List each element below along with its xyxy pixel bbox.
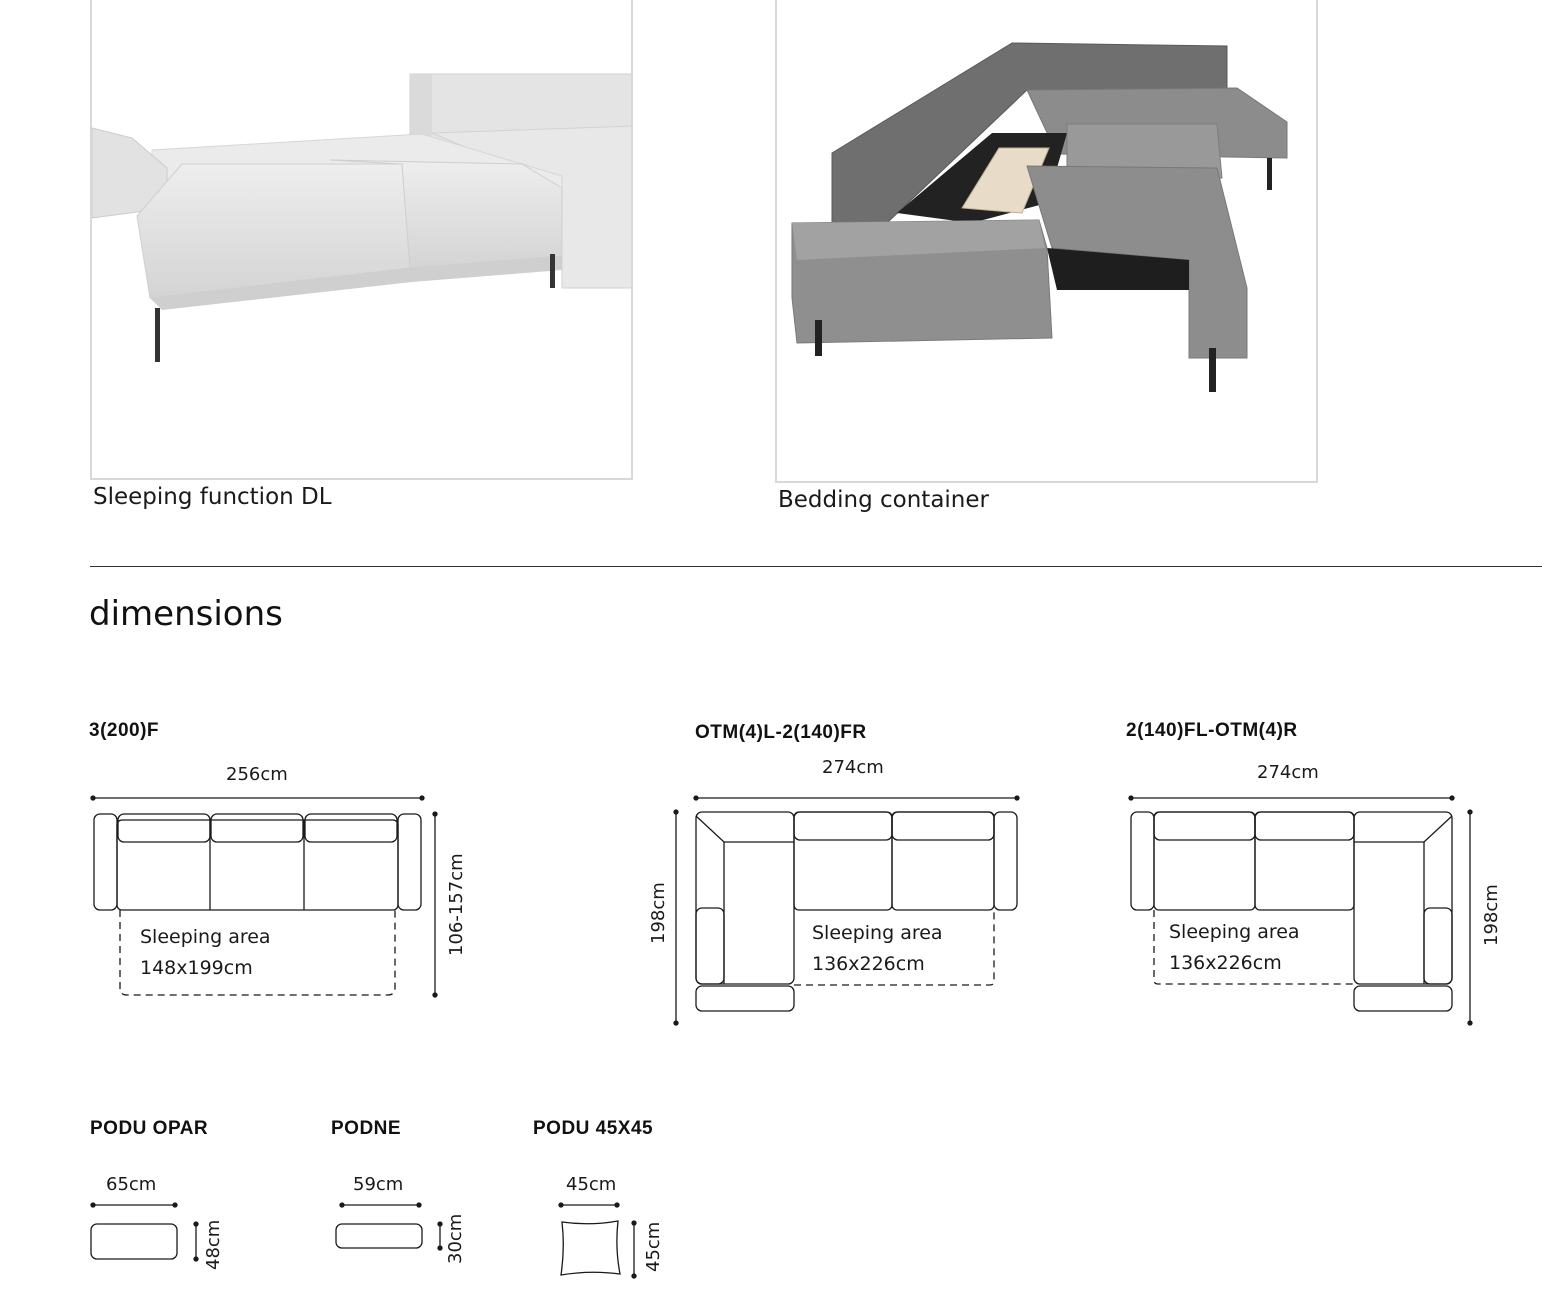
sofa-open-illustration [92,0,633,480]
model-1-width: 256cm [226,764,288,785]
cushion-3-height: 45cm [643,1221,664,1272]
sleeping-label: Sleeping area [140,926,271,948]
model-3-sleeping-area [1169,917,1300,979]
model-2-diagram [668,790,1048,1030]
model-2-depth: 198cm [648,882,669,944]
model-2-width: 274cm [822,757,884,778]
model-3-width: 274cm [1257,762,1319,783]
cushion-1-height: 48cm [203,1219,224,1270]
sleeping-size: 136x226cm [812,953,925,975]
model-1-depth: 106-157cm [446,853,467,956]
caption-sleeping-function: Sleeping function DL [93,484,332,510]
cushion-name-3: PODU 45X45 [533,1118,654,1139]
model-name-2: OTM(4)L-2(140)FR [695,722,867,743]
sleeping-label: Sleeping area [1169,921,1300,943]
section-divider [90,566,1542,567]
sleeping-label: Sleeping area [812,922,943,944]
model-1-diagram [85,790,485,1020]
model-1-sleeping-area [140,922,271,984]
corner-sofa-illustration [777,0,1318,483]
section-title: dimensions [89,594,283,634]
caption-bedding-container: Bedding container [778,487,989,513]
cushion-name-1: PODU OPAR [90,1118,209,1139]
sleeping-size: 148x199cm [140,957,253,979]
model-3-diagram [1123,790,1503,1030]
cushion-name-2: PODNE [331,1118,402,1139]
model-name-1: 3(200)F [89,720,160,741]
photo-sleeping-function [90,0,633,480]
cushion-2-height: 30cm [445,1213,466,1264]
model-2-sleeping-area [812,918,943,980]
cushion-1-width: 65cm [106,1174,157,1195]
cushion-3-width: 45cm [566,1174,617,1195]
model-3-depth: 198cm [1481,884,1502,946]
sleeping-size: 136x226cm [1169,952,1282,974]
photo-bedding-container [775,0,1318,483]
cushion-2-width: 59cm [353,1174,404,1195]
cushion-3-diagram [555,1195,695,1285]
model-name-3: 2(140)FL-OTM(4)R [1126,720,1298,741]
